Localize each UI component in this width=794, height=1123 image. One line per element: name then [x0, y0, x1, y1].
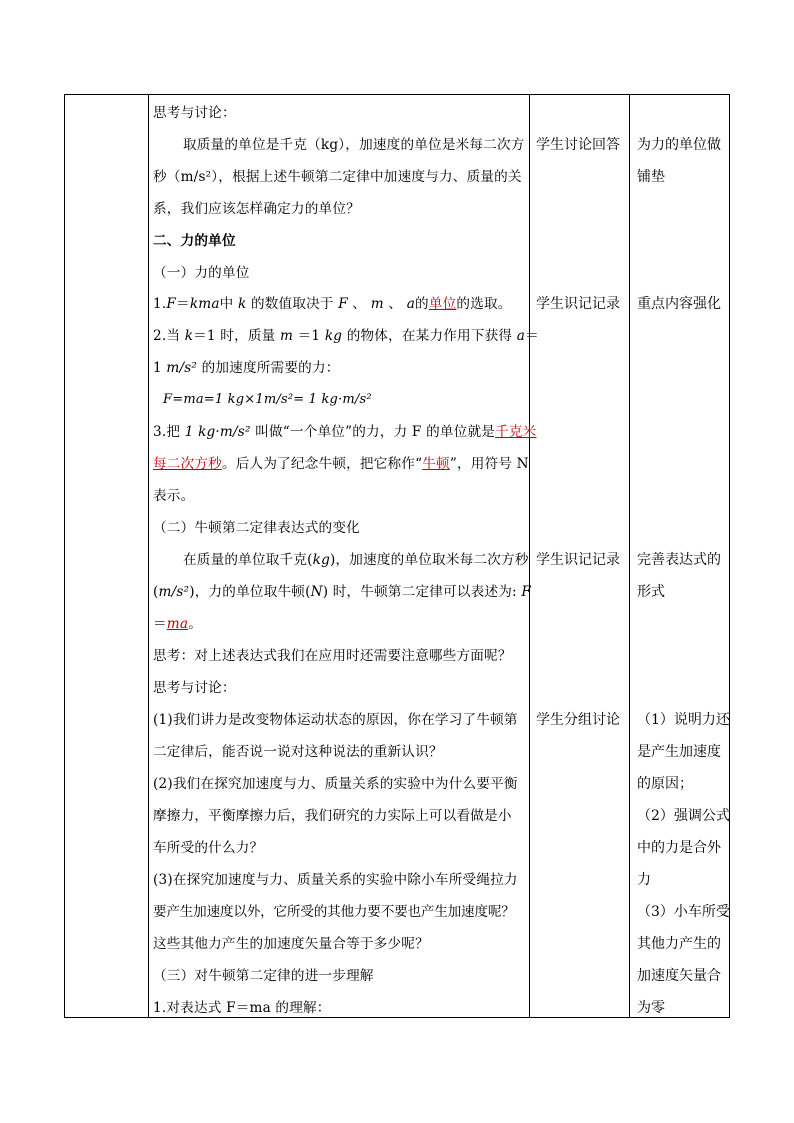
design-purpose: 力	[637, 872, 651, 888]
col-divider-3	[629, 95, 630, 1017]
design-purpose: 为力的单位做	[637, 137, 721, 153]
line: 这些其他力产生的加速度矢量合等于多少呢？	[153, 936, 429, 952]
design-purpose: 中的力是合外	[637, 840, 721, 856]
highlight-term: 牛顿	[422, 456, 450, 472]
highlight-term: 每二次方秒	[153, 456, 222, 472]
line: 在质量的单位取千克(kg)，加速度的单位取米每二次方秒	[183, 552, 529, 568]
highlight-term: 千克米	[495, 424, 537, 440]
design-purpose: 为零	[637, 1000, 665, 1016]
design-purpose: 铺垫	[637, 169, 665, 185]
line: 系，我们应该怎样确定力的单位？	[153, 201, 360, 217]
highlight-term: 单位	[428, 296, 457, 312]
design-purpose: （1）说明力还	[637, 712, 730, 728]
line: ＝ma。	[153, 616, 202, 632]
line: (2)我们在探究加速度与力、质量关系的实验中为什么要平衡	[153, 776, 518, 792]
design-purpose: 加速度矢量合	[637, 968, 721, 984]
design-purpose: 重点内容强化	[637, 296, 721, 312]
student-activity: 学生识记记录	[536, 296, 620, 312]
design-purpose: 是产生加速度	[637, 744, 721, 760]
line: 思考与讨论：	[153, 680, 236, 696]
col-divider-2	[529, 95, 530, 1017]
line: 要产生加速度以外，它所受的其他力要不要也产生加速度呢？	[153, 904, 515, 920]
student-activity: 学生讨论回答	[536, 137, 620, 153]
student-activity: 学生识记记录	[536, 552, 620, 568]
line: 1.对表达式 F＝ma 的理解：	[153, 1000, 331, 1016]
design-purpose: （3）小车所受	[637, 904, 730, 920]
subsection-heading: （二）牛顿第二定律表达式的变化	[153, 520, 360, 536]
design-purpose: 完善表达式的	[637, 552, 721, 568]
line: 每二次方秒。后人为了纪念牛顿，把它称作“牛顿”，用符号 N	[153, 456, 529, 472]
design-purpose: 形式	[637, 584, 665, 600]
line: 表示。	[153, 488, 195, 504]
line: 车所受的什么力？	[153, 840, 264, 856]
lesson-table	[64, 94, 730, 1018]
design-purpose: 其他力产生的	[637, 936, 721, 952]
line: 取质量的单位是千克（kg），加速度的单位是米每二次方	[183, 137, 525, 153]
subsection-heading: （三）对牛顿第二定律的进一步理解	[153, 968, 374, 984]
line: 1.F＝kma中 k 的数值取决于 F 、 m 、 a的单位的选取。	[153, 296, 512, 312]
subsection-heading: （一）力的单位	[153, 265, 250, 281]
student-activity: 学生分组讨论	[536, 712, 620, 728]
line: 1 m/s² 的加速度所需要的力：	[153, 360, 340, 376]
line: 思考与讨论：	[153, 105, 236, 121]
line: 3.把 1 kg·m/s² 叫做“一个单位”的力，力 F 的单位就是千克米	[153, 424, 537, 440]
design-purpose: （2）强调公式	[637, 808, 730, 824]
line: (1)我们讲力是改变物体运动状态的原因，你在学习了牛顿第	[153, 712, 518, 728]
section-heading: 二、力的单位	[153, 233, 236, 249]
line: (m/s²)，力的单位取牛顿(N) 时，牛顿第二定律可以表述为: F	[153, 584, 531, 600]
line: 二定律后，能否说一说对这种说法的重新认识？	[153, 744, 443, 760]
line: 秒（m/s²），根据上述牛顿第二定律中加速度与力、质量的关	[153, 169, 522, 185]
line: (3)在探究加速度与力、质量关系的实验中除小车所受绳拉力	[153, 872, 518, 888]
col-divider-1	[148, 95, 149, 1017]
line: 思考：对上述表达式我们在应用时还需要注意哪些方面呢？	[153, 648, 512, 664]
highlight-term: ma	[166, 616, 189, 632]
design-purpose: 的原因；	[637, 776, 693, 792]
line: 摩擦力，平衡摩擦力后，我们研究的力实际上可以看做是小	[153, 808, 512, 824]
formula: F=ma=1 kg×1m/s²= 1 kg·m/s²	[163, 392, 372, 407]
line: 2.当 k＝1 时，质量 m ＝1 kg 的物体，在某力作用下获得 a＝	[153, 328, 539, 344]
